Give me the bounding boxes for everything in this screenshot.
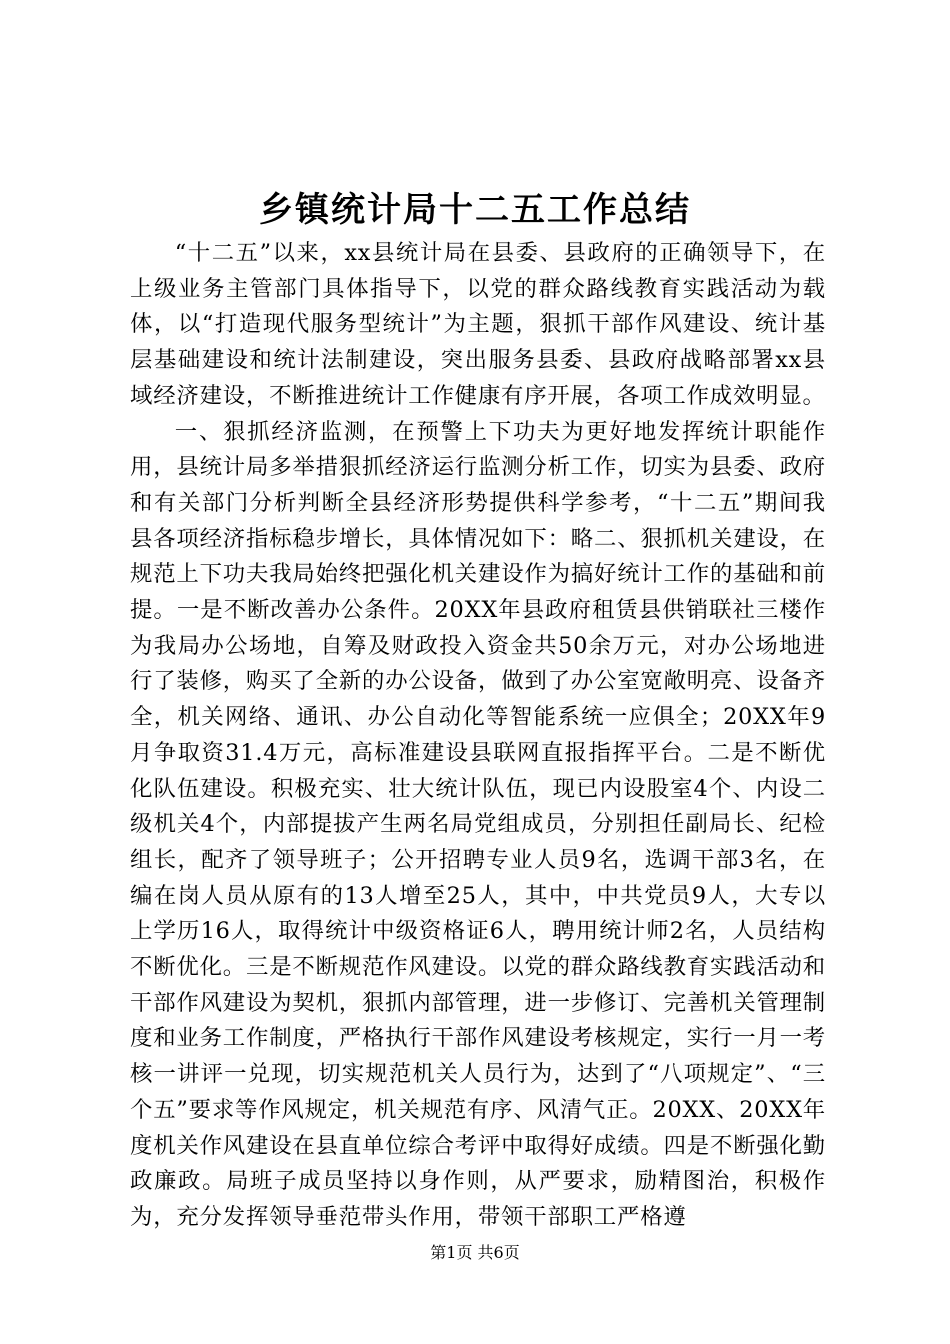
- paragraph-intro: “十二五”以来，xx县统计局在县委、县政府的正确领导下，在上级业务主管部门具体指导下，以党的群众路线教育实践活动为载体，以“打造现代服务型统计”为主题，狠抓干部作风建设、统计基层基础建设和统计法制建设，突出服务县委、县政府战略部署xx县域经济建设，不断推进统计工作健康有序开展，各项工作成效明显。: [130, 240, 826, 409]
- page-footer: 第1页 共6页: [430, 1243, 520, 1262]
- document-body: [130, 236, 826, 1236]
- document-title: 乡镇统计局十二五工作总结: [259, 190, 691, 230]
- paragraph-main: 一、狠抓经济监测，在预警上下功夫为更好地发挥统计职能作用，县统计局多举措狠抓经济运行监测分析工作，切实为县委、政府和有关部门分析判断全县经济形势提供科学参考，“十二五”期间我县各项经济指标稳步增长，具体情况如下：略二、狠抓机关建设，在规范上下功夫我局始终把强化机关建设作为搞好统计工作的基础和前提。一是不断改善办公条件。20XX年县政府租赁县供销联社三楼作为我局办公场地，自筹及财政投入资金共50余万元，对办公场地进行了装修，购买了全新的办公设备，做到了办公室宽敞明亮、设备齐全，机关网络、通讯、办公自动化等智能系统一应俱全；20XX年9月争取资31.4万元，高标准建设县联网直报指挥平台。二是不断优化队伍建设。积极充实、壮大统计队伍，现已内设股室4个、内设二级机关4个，内部提拔产生两名局党组成员，分别担任副局长、纪检组长，配齐了领导班子；公开招聘专业人员9名，选调干部3名，在编在岗人员从原有的13人增至25人，其中，中共党员9人，大专以上学历16人，取得统计中级资格证6人，聘用统计师2名，人员结构不断优化。三是不断规范作风建设。以党的群众路线教育实践活动和干部作风建设为契机，狠抓内部管理，进一步修订、完善机关管理制度和业务工作制度，严格执行干部作风建设考核规定，实行一月一考核一讲评一兑现，切实规范机关人员行为，达到了“八项规定”、“三个五”要求等作风规定，机关规范有序、风清气正。20XX、20XX年度机关作风建设在县直单位综合考评中取得好成绩。四是不断强化勤政廉政。局班子成员坚持以身作则，从严要求，励精图治，积极作为，充分发挥领导垂范带头作用，带领干部职工严格遵: [130, 418, 826, 1230]
